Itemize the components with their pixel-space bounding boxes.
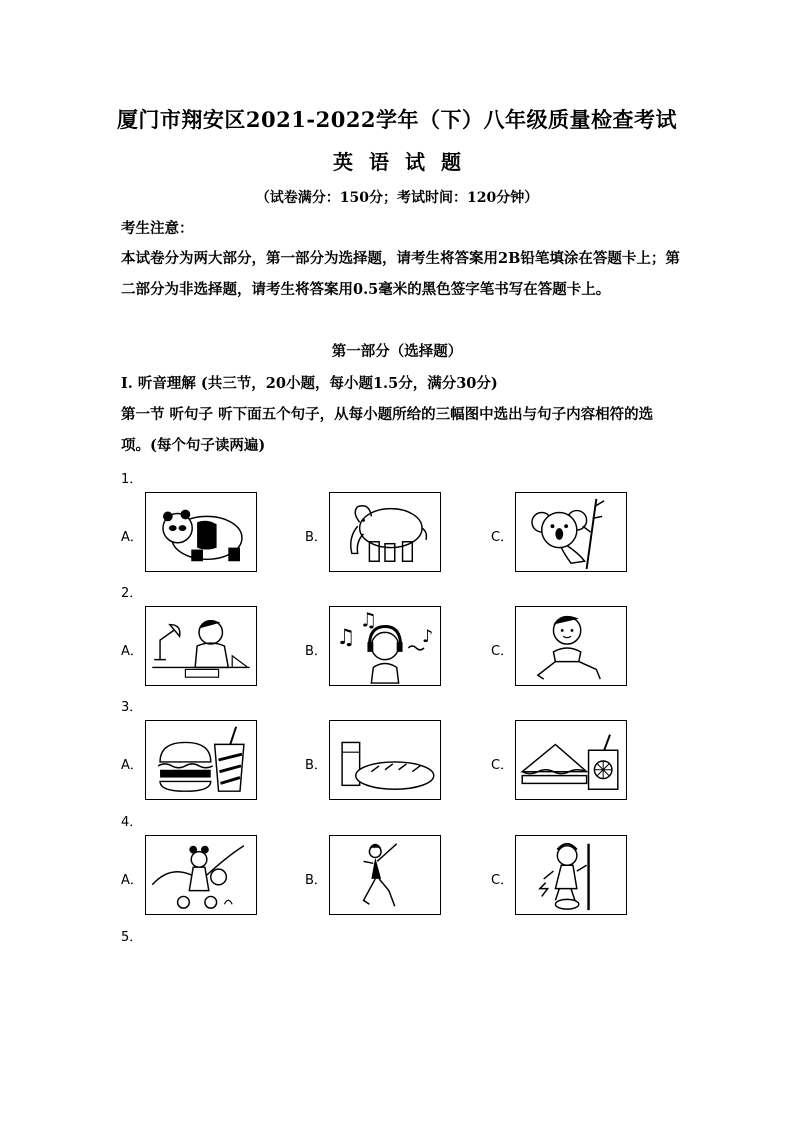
option-picture — [515, 606, 627, 686]
option-picture — [515, 720, 627, 800]
option-letter: A． — [121, 530, 143, 545]
option-letter: B． — [305, 644, 327, 659]
hamburger-drink-icon — [146, 721, 256, 799]
boy-exercising-icon — [516, 607, 626, 685]
svg-text:♫: ♫ — [359, 608, 378, 632]
bread-milk-icon — [330, 721, 440, 799]
question-number: 2． — [121, 586, 143, 601]
option-picture — [515, 835, 627, 915]
subject-char: 试 — [405, 150, 425, 174]
boy-studying-icon — [146, 607, 256, 685]
subsection-instructions: 第一节 听句子 听下面五个句子，从每小题所给的三幅图中选出与句子内容相符的选项。(每个句子读两遍) — [121, 406, 654, 454]
svg-text:♪: ♪ — [422, 627, 434, 648]
panda-icon — [146, 493, 256, 571]
notice-label: 考生注意： — [121, 220, 194, 237]
option-picture — [329, 606, 441, 686]
question-number: 4． — [121, 815, 143, 830]
option-picture — [145, 720, 257, 800]
part-title: 第一部分（选择题） — [331, 343, 463, 360]
mulan-icon — [330, 836, 440, 914]
option-letter: C． — [491, 758, 514, 773]
option-picture — [515, 492, 627, 572]
option-letter: A． — [121, 873, 143, 888]
question-number: 5． — [121, 930, 143, 945]
exam-title: 厦门市翔安区2021-2022学年（下）八年级质量检查考试 — [116, 107, 678, 132]
svg-text:♫: ♫ — [336, 625, 356, 651]
elephant-icon — [330, 493, 440, 571]
notice-text: 本试卷分为两大部分，第一部分为选择题，请考生将答案用2B铅笔填涂在答题卡上；第二部分为非选择题，请考生将答案用0.5毫米的黑色签字笔书写在答题卡上。 — [121, 250, 680, 298]
nezha-icon — [146, 836, 256, 914]
option-picture — [329, 492, 441, 572]
koala-icon — [516, 493, 626, 571]
subject-char: 语 — [369, 150, 389, 174]
option-letter: B． — [305, 530, 327, 545]
subject-char: 题 — [441, 150, 461, 174]
option-picture — [329, 720, 441, 800]
option-picture — [329, 835, 441, 915]
option-letter: C． — [491, 644, 514, 659]
option-letter: A． — [121, 758, 143, 773]
option-letter: C． — [491, 530, 514, 545]
option-letter: B． — [305, 873, 327, 888]
option-letter: C． — [491, 873, 514, 888]
question-number: 1． — [121, 472, 143, 487]
option-letter: A． — [121, 644, 143, 659]
subject-char: 英 — [333, 150, 353, 174]
sandwich-juice-icon — [516, 721, 626, 799]
exam-info: （试卷满分：150分；考试时间：120分钟） — [255, 190, 539, 206]
monkey-king-icon — [516, 836, 626, 914]
question-number: 3． — [121, 700, 143, 715]
section-heading: I. 听音理解 (共三节，20小题，每小题1.5分，满分30分) — [121, 375, 498, 392]
option-picture — [145, 606, 257, 686]
option-picture — [145, 492, 257, 572]
subject-title — [0, 146, 794, 175]
child-music-icon — [330, 607, 440, 685]
option-letter: B． — [305, 758, 327, 773]
option-picture — [145, 835, 257, 915]
